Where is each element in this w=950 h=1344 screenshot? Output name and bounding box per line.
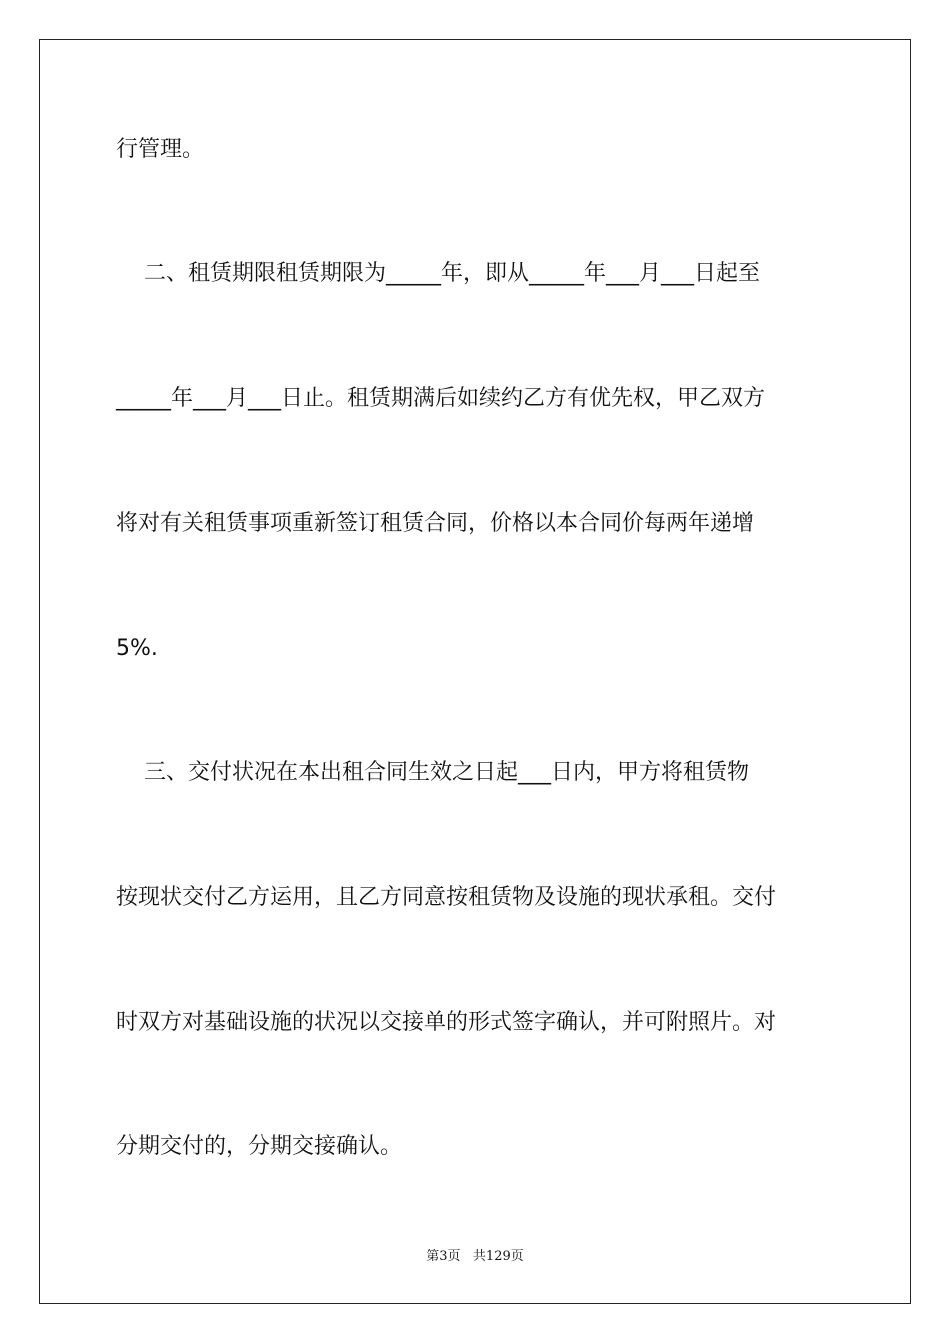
text-line-1: 行管理。 — [116, 137, 205, 162]
text-line-8: 时双方对基础设施的状况以交接单的形式签字确认，并可附照片。对 — [116, 1010, 777, 1035]
page-frame — [39, 39, 911, 1304]
page-number-footer: 第3页 共129页 — [426, 1249, 524, 1264]
text-line-5: 5%. — [116, 636, 158, 661]
text-line-6: 三、交付状况在本出租合同生效之日起___日内，甲方将租赁物 — [116, 760, 749, 785]
text-line-4: 将对有关租赁事项重新签订租赁合同，价格以本合同价每两年递增 — [116, 511, 755, 536]
text-line-3: _____年___月___日止。租赁期满后如续约乙方有优先权，甲乙双方 — [116, 386, 766, 411]
text-line-9: 分期交付的，分期交接确认。 — [116, 1134, 403, 1159]
text-line-7: 按现状交付乙方运用，且乙方同意按租赁物及设施的现状承租。交付 — [116, 885, 777, 910]
text-line-2: 二、租赁期限租赁期限为_____年，即从_____年___月___日起至 — [116, 261, 760, 286]
